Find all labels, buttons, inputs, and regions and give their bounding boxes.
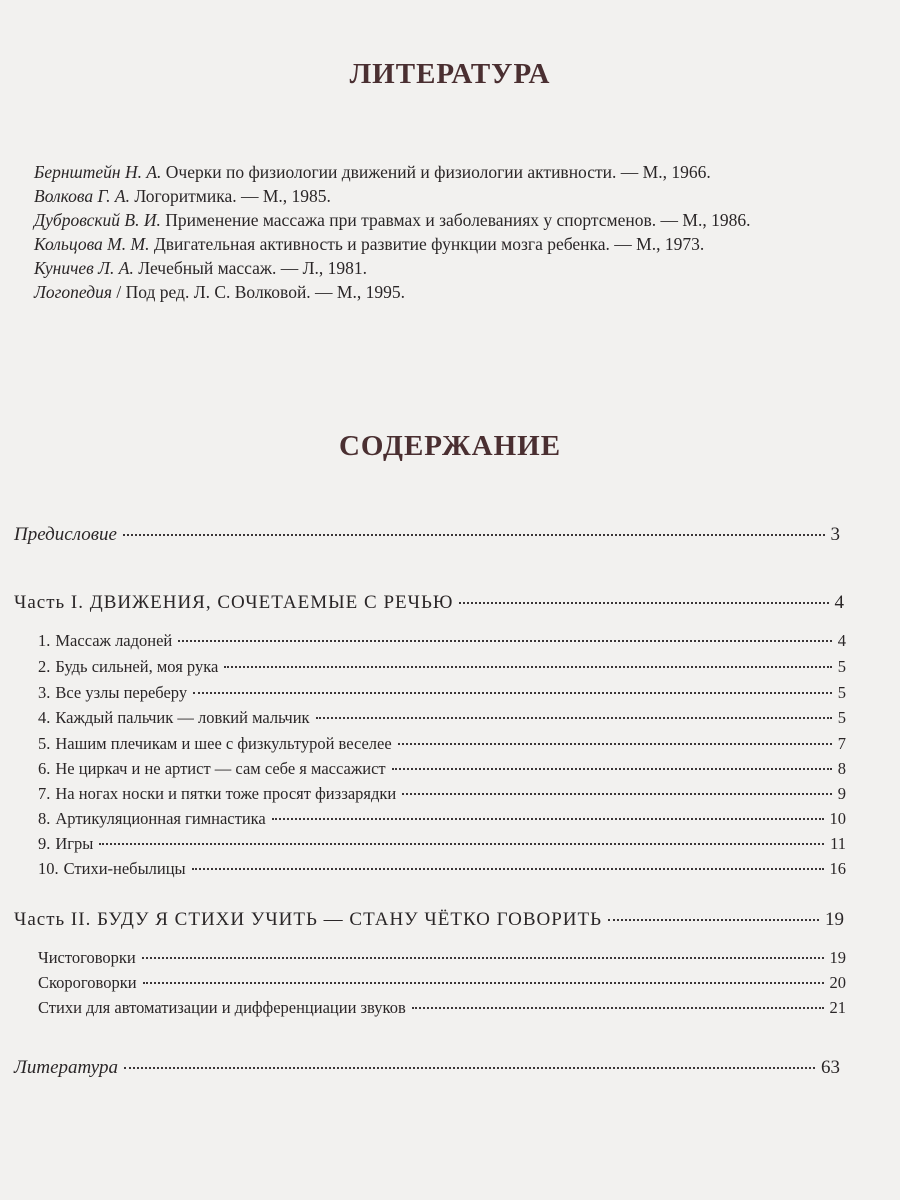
entry-text: Лечебный массаж. — Л., 1981. bbox=[133, 258, 367, 278]
toc-item bbox=[38, 998, 846, 1018]
item-number: 5. bbox=[38, 734, 51, 753]
toc-page: 5 bbox=[837, 708, 846, 727]
toc-item bbox=[38, 973, 846, 993]
item-number: 8. bbox=[38, 809, 51, 828]
toc-item bbox=[38, 948, 846, 968]
toc-label bbox=[38, 631, 172, 651]
toc-item bbox=[38, 708, 846, 728]
toc-item bbox=[38, 734, 846, 754]
item-title: Будь сильней, моя рука bbox=[55, 657, 219, 676]
toc-item bbox=[38, 759, 846, 779]
item-title: Массаж ладоней bbox=[55, 631, 173, 650]
toc-label bbox=[38, 809, 266, 829]
toc-label: Часть I. ДВИЖЕНИЯ, СОЧЕТАЕМЫЕ С РЕЧЬЮ bbox=[14, 592, 454, 613]
toc-page: 5 bbox=[837, 683, 846, 702]
item-number: 6. bbox=[38, 759, 51, 778]
toc-item bbox=[38, 809, 846, 829]
toc-entry-literature bbox=[14, 1057, 840, 1079]
item-title: Артикуляционная гимнастика bbox=[55, 809, 266, 828]
toc-page: 20 bbox=[829, 973, 846, 992]
entry-text: Двигательная активность и развитие функции мозга ребенка. — М., 1973. bbox=[149, 234, 705, 254]
toc-entry-preface bbox=[14, 524, 840, 546]
toc-page: 8 bbox=[837, 759, 846, 778]
toc-label bbox=[38, 657, 218, 677]
item-number: 4. bbox=[38, 708, 51, 727]
toc-label: Чистоговорки bbox=[38, 948, 136, 967]
item-number: 10. bbox=[38, 859, 59, 878]
entry-author: Кольцова М. М. bbox=[34, 234, 150, 254]
dot-leader bbox=[178, 640, 831, 642]
dot-leader bbox=[402, 793, 832, 795]
dot-leader bbox=[392, 768, 832, 770]
dot-leader bbox=[192, 868, 824, 870]
entry-text: Применение массажа при травмах и заболеваниях у спортсменов. — М., 1986. bbox=[160, 210, 751, 230]
toc-page: 11 bbox=[830, 834, 846, 853]
toc-label bbox=[38, 708, 310, 728]
toc-page: 4 bbox=[834, 592, 844, 613]
item-title: Нашим плечикам и шее с физкультурой веселее bbox=[55, 734, 392, 753]
dot-leader bbox=[124, 1067, 815, 1069]
toc-page: 10 bbox=[829, 809, 846, 828]
toc-page: 16 bbox=[829, 859, 846, 878]
entry-author: Дубровский В. И. bbox=[34, 210, 161, 230]
item-title: Не циркач и не артист — сам себе я массажист bbox=[55, 759, 386, 778]
contents-heading: СОДЕРЖАНИЕ bbox=[338, 430, 562, 462]
toc-label: Часть II. БУДУ Я СТИХИ УЧИТЬ — СТАНУ ЧЁТКО ГОВОРИТЬ bbox=[14, 909, 603, 930]
toc-label: Литература bbox=[14, 1057, 118, 1078]
toc-page: 4 bbox=[837, 631, 846, 650]
item-number: 7. bbox=[38, 784, 51, 803]
toc-entry-part1 bbox=[14, 592, 844, 614]
toc-item bbox=[38, 657, 846, 677]
dot-leader bbox=[193, 692, 832, 694]
toc-page: 19 bbox=[825, 909, 844, 930]
dot-leader bbox=[142, 957, 824, 959]
entry-text: Очерки по физиологии движений и физиологии активности. — М., 1966. bbox=[161, 162, 711, 182]
toc-label bbox=[38, 734, 392, 754]
toc-label bbox=[38, 683, 187, 703]
item-number: 9. bbox=[38, 834, 51, 853]
toc-page: 7 bbox=[837, 734, 846, 753]
toc-page: 5 bbox=[837, 657, 846, 676]
entry-text: / Под ред. Л. С. Волковой. — М., 1995. bbox=[112, 282, 405, 302]
dot-leader bbox=[272, 818, 824, 820]
dot-leader bbox=[123, 534, 825, 536]
entry-author: Волкова Г. А. bbox=[34, 186, 130, 206]
toc-label: Стихи для автоматизации и дифференциации звуков bbox=[38, 998, 406, 1017]
toc-label: Предисловие bbox=[14, 524, 117, 545]
toc-label: Скороговорки bbox=[38, 973, 137, 992]
dot-leader bbox=[143, 982, 824, 984]
toc-item bbox=[38, 784, 846, 804]
item-number: 2. bbox=[38, 657, 51, 676]
entry-text: Логоритмика. — М., 1985. bbox=[129, 186, 331, 206]
item-number: 1. bbox=[38, 631, 51, 650]
toc-label bbox=[38, 859, 186, 879]
dot-leader bbox=[316, 717, 832, 719]
item-title: Все узлы переберу bbox=[55, 683, 188, 702]
literature-heading: ЛИТЕРАТУРА bbox=[349, 58, 551, 90]
dot-leader bbox=[398, 743, 832, 745]
toc-item bbox=[38, 631, 846, 651]
toc-entry-part2 bbox=[14, 909, 844, 931]
entry-author: Куничев Л. А. bbox=[34, 258, 134, 278]
item-title: Игры bbox=[55, 834, 94, 853]
item-title: На ногах носки и пятки тоже просят физзарядки bbox=[55, 784, 397, 803]
dot-leader bbox=[224, 666, 831, 668]
dot-leader bbox=[608, 919, 819, 921]
toc-page: 9 bbox=[837, 784, 846, 803]
toc-label bbox=[38, 834, 93, 854]
item-title: Стихи-небылицы bbox=[63, 859, 186, 878]
toc-label bbox=[38, 759, 386, 779]
toc-page: 19 bbox=[829, 948, 846, 967]
dot-leader bbox=[99, 843, 824, 845]
entry-author: Бернштейн Н. А. bbox=[34, 162, 162, 182]
toc-page: 21 bbox=[829, 998, 846, 1017]
item-number: 3. bbox=[38, 683, 51, 702]
toc-label bbox=[38, 784, 396, 804]
item-title: Каждый пальчик — ловкий мальчик bbox=[55, 708, 310, 727]
toc-item bbox=[38, 859, 846, 879]
entry-author: Логопедия bbox=[34, 282, 112, 302]
toc-item bbox=[38, 683, 846, 703]
dot-leader bbox=[459, 602, 828, 604]
toc-page: 63 bbox=[821, 1057, 840, 1078]
toc-item bbox=[38, 834, 846, 854]
toc-page: 3 bbox=[830, 524, 840, 545]
dot-leader bbox=[412, 1007, 824, 1009]
